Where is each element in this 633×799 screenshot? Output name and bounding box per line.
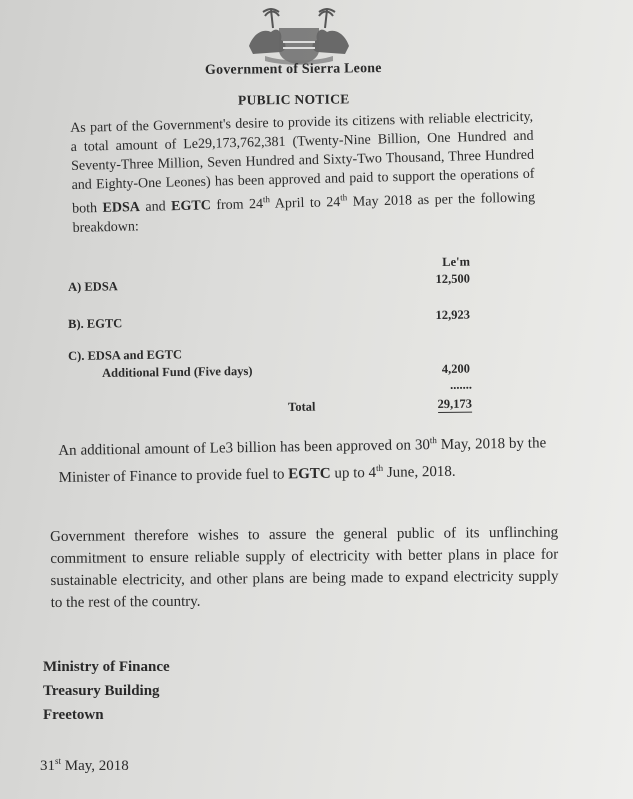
signature-building: Treasury Building bbox=[43, 683, 160, 699]
total-value: 29,173 bbox=[437, 396, 473, 412]
row-value-edsa: 12,500 bbox=[435, 271, 471, 287]
row-label-edsa: A) EDSA bbox=[68, 279, 118, 294]
notice-date: 31st May, 2018 bbox=[40, 756, 129, 774]
row-value-egtc: 12,923 bbox=[435, 307, 471, 323]
additional-paragraph: An additional amount of Le3 billion has been approved on 30th May, 2018 by the Minister of Finance to provide fuel to EGTC up to 4th June, 2018. bbox=[58, 435, 547, 486]
row-sublabel-additional: Additional Fund (Five days) bbox=[102, 363, 253, 380]
assurance-paragraph: Government therefore wishes to assure the general public of its unflinching commitment to ensure reliable supply of electricity with better plans in place for sustainable electricity, and other plans are being made to expand electricity supply to the rest of the country. bbox=[50, 524, 559, 611]
intro-paragraph: As part of the Government's desire to provide its citizens with reliable electricity, a total amount of Le29,173,762,381 (Twenty-Nine Billion, One Hundred and Seventy-Three Million, Seven Hundred and Sixty-Two Thousand, Three Hundred and Eighty-One Leones) has been approved and paid to support the operations of both EDSA and EGTC from 24th April to 24th May 2018 as per the following breakdown: bbox=[70, 109, 536, 236]
coat-of-arms-icon bbox=[243, 6, 355, 66]
total-label: Total bbox=[288, 399, 316, 414]
signature-city: Freetown bbox=[43, 707, 104, 723]
signature-ministry: Ministry of Finance bbox=[43, 659, 170, 675]
total-separator: ....... bbox=[450, 377, 473, 392]
row-label-egtc: B). EGTC bbox=[68, 316, 123, 331]
row-value-additional: 4,200 bbox=[441, 361, 471, 376]
notice-title: PUBLIC NOTICE bbox=[237, 91, 350, 108]
unit-header: Le'm bbox=[442, 254, 471, 269]
row-label-edsa-egtc: C). EDSA and EGTC bbox=[68, 347, 183, 363]
government-heading: Government of Sierra Leone bbox=[204, 61, 382, 78]
